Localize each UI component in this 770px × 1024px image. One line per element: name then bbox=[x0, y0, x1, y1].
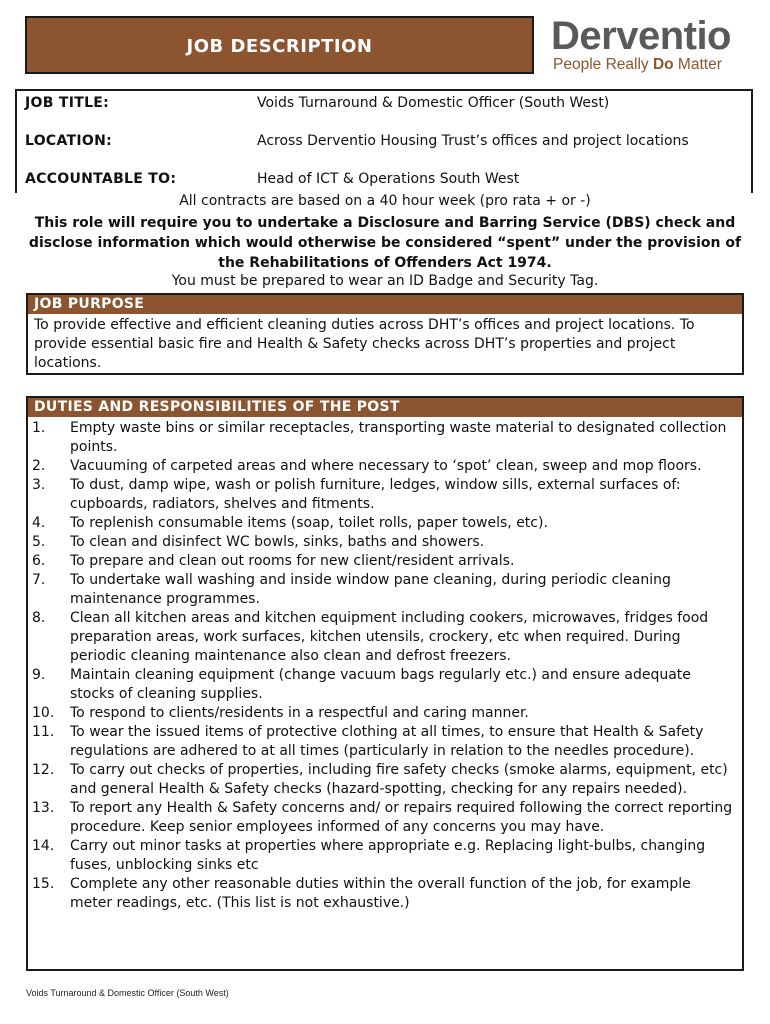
duty-text: To respond to clients/residents in a respectful and caring manner. bbox=[70, 705, 529, 721]
contracts-note: All contracts are based on a 40 hour week (pro rata + or -) bbox=[179, 193, 591, 209]
list-item bbox=[32, 476, 736, 514]
list-item bbox=[32, 609, 736, 666]
duty-text: To wear the issued items of protective clothing at all times, to ensure that Health & Safety regulations are adhered to at all times (particularly in relation to the needles procedure). bbox=[70, 724, 704, 759]
duty-text: Maintain cleaning equipment (change vacuum bags regularly etc.) and ensure adequate stocks of cleaning supplies. bbox=[70, 667, 691, 702]
duty-text: To report any Health & Safety concerns and/ or repairs required following the correct reporting procedure. Keep senior employees informed of any concerns you may have. bbox=[70, 800, 733, 835]
duty-text: To dust, damp wipe, wash or polish furniture, ledges, window sills, external surfaces of: cupboards, radiators, shelves and fitments. bbox=[70, 477, 681, 512]
location-value: Across Derventio Housing Trust’s offices and project locations bbox=[257, 133, 689, 149]
duty-number: 11. bbox=[32, 724, 55, 740]
list-item bbox=[32, 419, 736, 457]
accountable-label: ACCOUNTABLE TO: bbox=[25, 171, 177, 187]
duty-text: Carry out minor tasks at properties where appropriate e.g. Replacing light-bulbs, changing fuses, unblocking sinks etc bbox=[70, 838, 706, 873]
list-item bbox=[32, 571, 736, 609]
duty-number: 7. bbox=[32, 572, 46, 588]
duty-number: 4. bbox=[32, 515, 46, 531]
duty-number: 9. bbox=[32, 667, 46, 683]
list-item bbox=[32, 799, 736, 837]
derventio-logo bbox=[551, 14, 751, 78]
duty-text: Clean all kitchen areas and kitchen equipment including cookers, microwaves, fridges food preparation areas, work surfaces, kitchen utensils, crockery, etc when required. During periodic cleaning maintenance also clean and defrost freezers. bbox=[70, 610, 709, 664]
duties-section bbox=[26, 396, 744, 971]
location-label: LOCATION: bbox=[25, 133, 113, 149]
duty-text: To undertake wall washing and inside window pane cleaning, during periodic cleaning maintenance programmes. bbox=[70, 572, 671, 607]
duty-text: Complete any other reasonable duties within the overall function of the job, for example meter readings, etc. (This list is not exhaustive.) bbox=[70, 876, 691, 911]
list-item bbox=[32, 704, 736, 723]
duty-text: To replenish consumable items (soap, toilet rolls, paper towels, etc). bbox=[70, 515, 548, 531]
list-item bbox=[32, 666, 736, 704]
page-footer: Voids Turnaround & Domestic Officer (South West) bbox=[26, 988, 229, 998]
list-item bbox=[32, 761, 736, 799]
logo-tagline-bold: Do bbox=[652, 56, 674, 73]
duty-number: 15. bbox=[32, 876, 55, 892]
duty-text: Empty waste bins or similar receptacles, transporting waste material to designated collection points. bbox=[70, 420, 727, 455]
duty-number: 2. bbox=[32, 458, 46, 474]
job-title-value: Voids Turnaround & Domestic Officer (South West) bbox=[257, 95, 610, 111]
duty-number: 8. bbox=[32, 610, 46, 626]
job-purpose-text: To provide effective and efficient cleaning duties across DHT’s offices and project locations. To provide essential basic fire and Health & Safety checks across DHT’s properties and project locations. bbox=[34, 317, 695, 371]
list-item bbox=[32, 514, 736, 533]
duties-heading: DUTIES AND RESPONSIBILITIES OF THE POST bbox=[28, 398, 742, 417]
logo-tagline-post: Matter bbox=[673, 56, 722, 73]
list-item bbox=[32, 533, 736, 552]
duty-number: 3. bbox=[32, 477, 46, 493]
job-purpose-section bbox=[26, 293, 744, 375]
list-item bbox=[32, 552, 736, 571]
duty-text: To prepare and clean out rooms for new client/resident arrivals. bbox=[70, 553, 515, 569]
duty-number: 1. bbox=[32, 420, 46, 436]
duty-number: 12. bbox=[32, 762, 55, 778]
list-item bbox=[32, 837, 736, 875]
list-item bbox=[32, 457, 736, 476]
page-title: JOB DESCRIPTION bbox=[186, 36, 373, 57]
logo-tagline-pre: People Really bbox=[553, 56, 653, 73]
header-banner bbox=[25, 16, 534, 74]
job-title-label: JOB TITLE: bbox=[25, 95, 110, 111]
badge-note: You must be prepared to wear an ID Badge and Security Tag. bbox=[171, 273, 599, 289]
duty-text: Vacuuming of carpeted areas and where necessary to ‘spot’ clean, sweep and mop floors. bbox=[70, 458, 702, 474]
duty-number: 14. bbox=[32, 838, 55, 854]
duty-text: To clean and disinfect WC bowls, sinks, baths and showers. bbox=[70, 534, 485, 550]
dbs-note: This role will require you to undertake a Disclosure and Barring Service (DBS) check and disclose information which would otherwise be considered “spent” under the provision of the Rehabilitations of Offenders Act 1974. bbox=[28, 215, 742, 271]
logo-tagline bbox=[553, 56, 722, 74]
duty-number: 13. bbox=[32, 800, 55, 816]
duty-number: 10. bbox=[32, 705, 55, 721]
duties-list bbox=[28, 417, 742, 917]
job-purpose-heading: JOB PURPOSE bbox=[28, 295, 742, 314]
logo-name: Derventio bbox=[551, 14, 731, 58]
duty-text: To carry out checks of properties, including fire safety checks (smoke alarms, equipment, etc) and general Health & Safety checks (hazard-spotting, checking for any repairs needed). bbox=[70, 762, 728, 797]
list-item bbox=[32, 875, 736, 913]
list-item bbox=[32, 723, 736, 761]
accountable-value: Head of ICT & Operations South West bbox=[257, 171, 520, 187]
duty-number: 6. bbox=[32, 553, 46, 569]
duty-number: 5. bbox=[32, 534, 46, 550]
job-info-box bbox=[15, 89, 753, 193]
